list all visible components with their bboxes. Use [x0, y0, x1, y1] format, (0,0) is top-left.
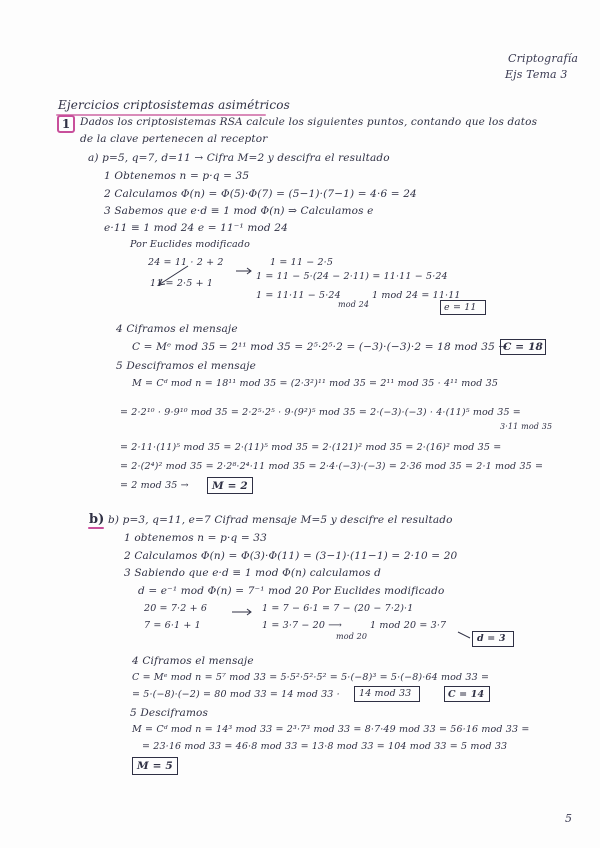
part-b-step-5-title: 5 Desciframos [130, 707, 209, 719]
sheet-label: Ejs Tema 3 [505, 68, 568, 81]
part-a-euclid-back-4: 1 mod 24 = 11·11 [372, 290, 461, 301]
part-a-step-1: 1 Obtenemos n = p·q = 35 [104, 170, 250, 182]
part-a-decipher-result: M = 2 [212, 480, 248, 492]
part-a-euclid-back-1: 1 = 11 − 2·5 [270, 257, 334, 268]
exercise-1-statement-line-1: Dados los criptosistemas RSA calcule los siguientes puntos, contando que los datos [80, 116, 538, 128]
part-a-step-5-line-1: M = Cᵈ mod n = 18¹¹ mod 35 = (2·3²)¹¹ mod 35 = 2¹¹ mod 35 · 4¹¹ mod 35 [132, 378, 499, 389]
part-b-euclid-back-2: 1 = 3·7 − 20 ⟶ [262, 620, 342, 631]
part-a-step-5-line-3: = 2·11·(11)⁵ mod 35 = 2·(11)⁵ mod 35 = 2·(121)² mod 35 = 2·(16)² mod 35 = [120, 442, 502, 453]
part-b-euclid-row-1: 20 = 7·2 + 6 [144, 603, 208, 614]
part-a-euclid-label: Por Euclides modificado [130, 239, 250, 250]
part-a-cipher-result: C = 18 [503, 341, 543, 353]
part-b-euclid-back-3: 1 mod 20 = 3·7 [370, 620, 447, 631]
part-b-marker: b) [89, 512, 105, 527]
part-b-step-5-line-2: = 23·16 mod 33 = 46·8 mod 33 = 13·8 mod 33 = 104 mod 33 = 5 mod 33 [142, 741, 508, 752]
exercise-1-badge: 1 [57, 115, 75, 133]
part-b-step-1: 1 obtenemos n = p·q = 33 [124, 532, 267, 544]
part-b-decipher-result: M = 5 [137, 760, 173, 772]
part-a-euclid-row-2: 11 = 2·5 + 1 [150, 278, 214, 289]
part-a-step-5-line-4: = 2·(2⁴)² mod 35 = 2·2⁸·2⁴·11 mod 35 = 2·4·(−3)·(−3) = 2·36 mod 35 = 2·1 mod 35 = [120, 461, 544, 472]
part-a-euclid-mod-label: mod 24 [338, 300, 370, 309]
euclid-back-arrow [160, 266, 188, 284]
part-a-step-5-line-2: = 2·2¹⁰ · 9·9¹⁰ mod 35 = 2·2⁵·2⁵ · 9·(9²)⁵ mod 35 = 2·(−3)·(−3) · 4·(11)⁵ mod 35 = [120, 407, 521, 418]
part-b-step-4-line-1: C = Mᵉ mod n = 5⁷ mod 33 = 5·5²·5²·5² = 5·(−8)³ = 5·(−8)·64 mod 33 = [132, 672, 490, 683]
part-a-euclid-row-1: 24 = 11 · 2 + 2 [148, 257, 224, 268]
part-a-step-5-title: 5 Desciframos el mensaje [116, 360, 257, 372]
part-b-step-2: 2 Calculamos Φ(n) = Φ(3)·Φ(11) = (3−1)·(11−1) = 2·10 = 20 [124, 550, 458, 562]
part-a-euclid-back-2: 1 = 11 − 5·(24 − 2·11) = 11·11 − 5·24 [256, 271, 448, 282]
exercise-1-statement-line-2: de la clave pertenecen al receptor [80, 133, 268, 145]
part-b-step-4-title: 4 Ciframos el mensaje [132, 655, 254, 667]
part-b-step-5-line-1: M = Cᵈ mod n = 14³ mod 33 = 2³·7³ mod 33 = 8·7·49 mod 33 = 56·16 mod 33 = [132, 724, 530, 735]
part-b-cipher-result: C = 14 [448, 689, 485, 700]
part-b-euclid-back-1: 1 = 7 − 6·1 = 7 − (20 − 7·2)·1 [262, 603, 414, 614]
part-a-step-3-intro: 3 Sabemos que e·d ≡ 1 mod Φ(n) ⇒ Calculamos e [104, 205, 374, 217]
part-a-step-2: 2 Calculamos Φ(n) = Φ(5)·Φ(7) = (5−1)·(7−1) = 4·6 = 24 [104, 188, 417, 200]
part-b-d-result: d = 3 [477, 633, 506, 644]
page-number: 5 [565, 812, 573, 825]
part-a-step-5-line-5: = 2 mod 35 → [120, 480, 189, 491]
part-a-heading: a) p=5, q=7, d=11 → Cifra M=2 y descifra el resultado [88, 152, 390, 164]
part-b-step-4-boxed-text: 14 mod 33 [359, 688, 412, 699]
part-a-e-result: e = 11 [444, 302, 477, 313]
part-b-euclid-row-2: 7 = 6·1 + 1 [144, 620, 201, 631]
part-b-step-4-line-2: = 5·(−8)·(−2) = 80 mod 33 = 14 mod 33 · [132, 689, 340, 700]
part-a-step-4-equation: C = Mᵉ mod 35 = 2¹¹ mod 35 = 2⁵·2⁵·2 = (−3)·(−3)·2 = 18 mod 35 → [132, 341, 508, 353]
part-a-step-4-title: 4 Ciframos el mensaje [116, 323, 238, 335]
part-b-step-3-equation: d = e⁻¹ mod Φ(n) = 7⁻¹ mod 20 Por Euclides modificado [138, 585, 445, 597]
part-a-euclid-back-3: 1 = 11·11 − 5·24 [256, 290, 341, 301]
part-b-step-3-intro: 3 Sabiendo que e·d ≡ 1 mod Φ(n) calculamos d [124, 567, 382, 579]
euclid-back-arrow-head [159, 279, 165, 285]
part-a-step-5-note: 3·11 mod 35 [500, 422, 553, 431]
part-b-heading: b) p=3, q=11, e=7 Cifrad mensaje M=5 y descifre el resultado [108, 514, 453, 526]
d-result-arrow [458, 632, 470, 638]
subject-label: Criptografía [508, 52, 579, 65]
section-title: Ejercicios criptosistemas asimétricos [58, 98, 290, 112]
part-b-euclid-mod-label: mod 20 [336, 632, 368, 641]
part-a-step-3-equation: e·11 ≡ 1 mod 24 e = 11⁻¹ mod 24 [104, 222, 288, 234]
